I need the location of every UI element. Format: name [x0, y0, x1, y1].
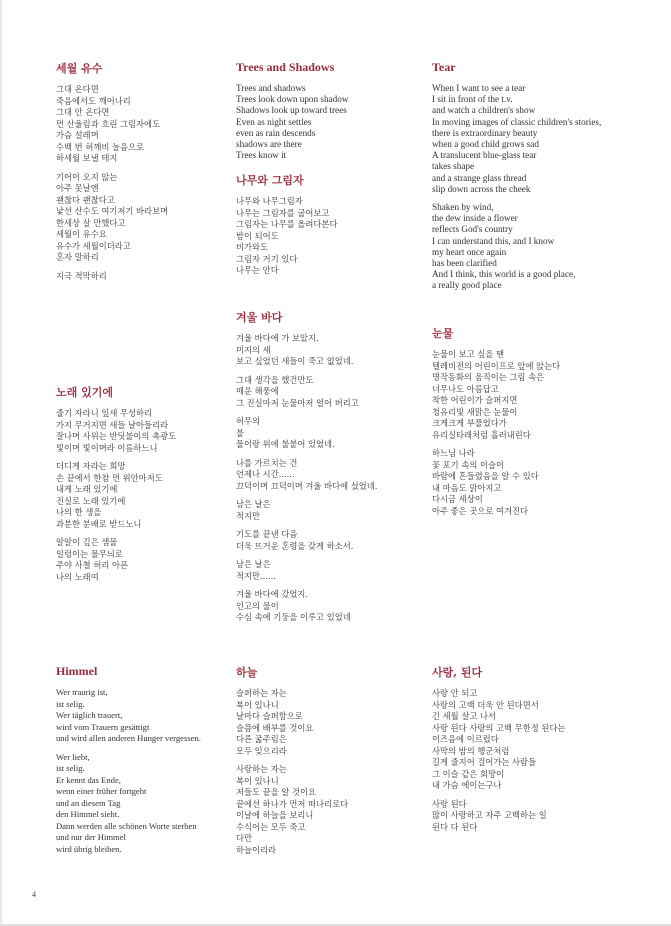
poem-line: 언제나 시간......	[236, 469, 295, 479]
poem-line: 그림자 거기 있다	[236, 253, 298, 264]
poem-line: 복이 있나니	[236, 699, 279, 710]
poem-line: I sit in front of the t.v.	[432, 94, 513, 105]
poem-line: 과분한 분배로 받드노니	[56, 518, 142, 529]
poem-line: 청유리빛 새맑은 눈물이	[432, 406, 518, 417]
stanza	[236, 529, 377, 552]
poem-line: 길게 줄지어 걸어가는 사람들	[432, 757, 537, 767]
poem-line: 겨울 바다에 갔었지.	[236, 589, 309, 599]
poem-line: slip down across the cheek	[432, 183, 531, 194]
poem-line: 사랑 된다	[432, 798, 467, 809]
poem-line: 잘나며 사위는 반딧불이의 촉광도	[56, 431, 177, 441]
poem-line: 낯선 산수도 여기저기 바라보며	[56, 206, 169, 216]
poem-line: 바람에 흔들렸음을 알 수 있다	[432, 471, 539, 481]
poem-title: 세월 유수	[56, 62, 103, 75]
poem-line: 불	[236, 427, 245, 438]
poem-line: 일렁이는 물무늬로	[56, 548, 123, 559]
poem-line: 많이 사랑하고 자주 고백하는 일	[432, 810, 547, 820]
poem-title: Trees and Shadows	[236, 60, 335, 74]
poem-line: 그대 안 온다면	[56, 107, 110, 117]
poem-line: 착한 어린이가 슬퍼지면	[432, 395, 518, 405]
poem-line: 가지 무거지면 새들 날아들리라	[56, 419, 169, 430]
poem-line: 사랑 된다 사랑의 고백 무한정 된다는	[432, 722, 566, 733]
poem-line: takes shape	[432, 161, 475, 172]
poem-line: 다만	[236, 833, 253, 843]
poem-line: 눈물이 보고 싶을 땐	[432, 349, 505, 359]
poem-line: 사막의 밤의 행군처럼	[432, 745, 510, 756]
poem-line: 세월이 유수요	[56, 229, 107, 239]
poem-line: 모두 잊으리라	[236, 745, 287, 756]
poem-line: 나의 한 생을	[56, 507, 102, 517]
poem-line: 지극 적막하리	[56, 270, 107, 281]
poem-line: Wer liebt,	[56, 751, 90, 762]
poem-line: 긴 세월 살고 나서	[432, 711, 497, 721]
poem-line: 나무와 나무그림자	[236, 196, 303, 206]
poem-line: Trees know it	[236, 150, 287, 161]
poem-line: 아주 못날엔	[56, 183, 99, 193]
poem-line: ist selig.	[56, 698, 85, 709]
poem-line: Shaken by wind,	[432, 202, 494, 213]
poem-line: and watch a children's show	[432, 105, 536, 116]
poem-line: 손 끝에서 한참 먼 위안마저도	[56, 472, 163, 483]
poem-line: 그 진실마저 눈물마저 얼어 버리고	[236, 397, 359, 408]
poem-line: even as rain descends	[236, 127, 316, 138]
poem-line: Trees and shadows	[236, 83, 306, 93]
poem-line: 허무의	[236, 416, 261, 426]
poem-line: 그대 생각을 했건만도	[236, 374, 314, 385]
poem-line: 물이랑 위에 불붙어 있었네.	[236, 439, 335, 449]
stanza	[236, 688, 348, 757]
poem	[236, 309, 377, 631]
poem-line: wird übrig bleiben.	[56, 843, 122, 854]
poem-title: 눈물	[432, 327, 454, 340]
stanza	[236, 196, 337, 277]
stanza	[236, 333, 377, 368]
poem-line: 끄덕이며 끄덕이며 겨울 바다에 섰었네.	[236, 480, 378, 491]
poem-line: 복이 있나니	[236, 775, 279, 786]
poem-line: 괜찮다 괜찮다고	[56, 194, 115, 205]
stanza	[236, 764, 348, 856]
poem-line: 끝에선 하나가 먼저 떠나리로다	[236, 798, 349, 809]
poem-line: 보고 싶었던 새들이 죽고 없었네.	[236, 356, 354, 366]
poem	[432, 325, 560, 524]
poem-line: 다시금 세상이	[432, 494, 483, 504]
page-number: 4	[32, 890, 36, 899]
poem-line: 더욱 뜨거운 혼령을 갖게 하소서.	[236, 540, 354, 551]
stanza	[432, 688, 565, 792]
poem-line: 적지만	[236, 510, 261, 521]
stanza	[432, 202, 601, 292]
poem-line: 텔레비전의 어린이프로 앞에 앉는다	[432, 360, 561, 371]
poem-line: 슬픔에 배부를 것이요	[236, 722, 314, 733]
poem-line: 유수가 세월이더라고	[56, 240, 131, 251]
poem-line: 사랑의 고백 더욱 안 된다면서	[432, 699, 539, 710]
poem-line: there is extraordinary beauty	[432, 127, 538, 138]
poem-line: when a good child grows sad	[432, 139, 539, 150]
poem-line: Dann werden alle schönen Worte sterben	[56, 820, 197, 831]
stanza	[236, 458, 377, 493]
poem-line: 그대 온다면	[56, 84, 99, 94]
poem-line: 알알이 깊은 샘물	[56, 537, 118, 547]
poem-line: 사랑 안 되고	[432, 688, 478, 698]
poem-line: 남은 날은	[236, 499, 271, 509]
stanza	[236, 589, 377, 624]
poem-line: 더디게 자라는 희망	[56, 461, 126, 471]
stanza	[432, 349, 560, 441]
stanza	[432, 799, 565, 834]
poem-line: 죽음에서도 깨어나리	[56, 95, 131, 106]
poem-line: 저들도 끝을 알 것이요	[236, 787, 317, 797]
poem-line: 수심 속에 기둥을 이루고 있었네	[236, 612, 351, 622]
poem-line: 나를 가르치는 건	[236, 457, 298, 468]
poem-line: 유리실타래처럼 흘러내린다	[432, 429, 531, 440]
poem-line: In moving images of classic children's stories,	[432, 116, 602, 127]
stanza	[56, 84, 168, 165]
page-edge	[0, 0, 2, 926]
stanza	[56, 537, 176, 583]
poem-line: When I want to see a tear	[432, 83, 526, 93]
poem-line: shadows are there	[236, 139, 302, 150]
poem-line: und an diesem Tag	[56, 797, 121, 808]
poem-line: 기어이 오지 않는	[56, 171, 118, 182]
poem-line: And I think, this world is a good place,	[432, 269, 576, 280]
poem	[56, 384, 176, 590]
stanza	[56, 461, 176, 530]
stanza	[56, 271, 168, 283]
poem-line: 아주 좋은 곳으로 여겨진다	[432, 505, 529, 516]
poem-line: 밤이 되어도	[236, 230, 279, 241]
poem-line: 미지의 새	[236, 344, 271, 355]
poem-line: 꽃 포기 속의 이슬이	[432, 459, 505, 470]
stanza	[56, 687, 201, 745]
poem-title: 하늘	[236, 666, 258, 679]
poem-line: Wer traurig ist,	[56, 687, 108, 697]
poem-title: 나무와 그림자	[236, 174, 304, 187]
poem-line: 나의 노래여	[56, 571, 99, 582]
poem-line: Shadows look up toward trees	[236, 105, 347, 116]
poem	[236, 664, 348, 863]
poem	[56, 664, 201, 862]
poem-line: 크게크게 부풀었다가	[432, 418, 507, 428]
poem-line: 수백 번 허깨비 놀음으로	[56, 141, 145, 152]
poem-line: 하늘이리라	[236, 844, 277, 855]
poem-line: 그림자는 나무를 올려다본다	[236, 219, 338, 229]
poem-line: 사랑하는 자는	[236, 764, 287, 774]
poem-line: wird vom Trauern gesättigt	[56, 721, 150, 732]
poem-line: A translucent blue-glass tear	[432, 150, 537, 161]
poem	[236, 60, 348, 168]
poem-line: 슬퍼하는 자는	[236, 688, 287, 698]
poem-line: 하세월 보낼 테지	[56, 153, 118, 163]
poem-line: 내 마음도 맑아지고	[432, 482, 502, 493]
stanza	[236, 375, 377, 410]
poem-line: 매운 해풍에	[236, 386, 279, 396]
poem-line: and a strange glass thread	[432, 172, 527, 183]
poem-line: 다른 굶주림은	[236, 734, 287, 744]
poem-line: 겨울 바다에 가 보았지.	[236, 333, 319, 343]
poem-line: 남은 날은	[236, 559, 271, 569]
poem-line: 수식어는 모두 죽고	[236, 821, 306, 832]
poem-line: Er kennt das Ende,	[56, 774, 121, 785]
poem-line: 한세상 살 만했다고	[56, 217, 126, 228]
poem-title: 겨울 바다	[236, 311, 283, 324]
poem-line: Trees look down upon shadow	[236, 94, 349, 105]
poem-line: wenn einer früher fortgeht	[56, 786, 147, 796]
poem-line: 빛이며 빛이며라 이름하느니	[56, 442, 158, 453]
poem-line: 줄기 자라니 잎새 무성하리	[56, 408, 153, 418]
poem-title: Tear	[432, 60, 456, 74]
poem-line: 된다 다 된다	[432, 821, 478, 832]
poem-line: my heart once again	[432, 246, 507, 257]
poem-line: 기도를 끝낸 다음	[236, 529, 298, 539]
poem	[432, 60, 601, 299]
poem-line: 인고의 물이	[236, 600, 279, 611]
poem-line: 혼자 말하리	[56, 252, 99, 262]
poem-line: 하느님 나라	[432, 448, 475, 458]
stanza	[56, 172, 168, 264]
poem-line: 나무는 그림자를 굽어보고	[236, 207, 330, 218]
poem	[56, 60, 168, 289]
poem-line: Even as night settles	[236, 116, 312, 127]
poem-line: 적지만......	[236, 570, 276, 581]
stanza	[56, 752, 201, 856]
poem-line: I can understand this, and I know	[432, 235, 555, 246]
poem-line: 그 이슬 같은 회망이	[432, 768, 505, 779]
stanza	[56, 408, 176, 454]
poem-line: 내 가슴 에이는구나	[432, 780, 502, 790]
stanza	[236, 559, 377, 582]
poem-line: Wer täglich trauert,	[56, 710, 123, 720]
poem-line: 나무는 안다	[236, 265, 279, 275]
poem-line: has been clarified	[432, 258, 497, 269]
poem-line: 명작동화의 움직이는 그림 속은	[432, 372, 545, 382]
poem-line: 먼 산울림과 흐린 그림자에도	[56, 118, 161, 129]
poem-title: 노래 있기에	[56, 386, 113, 399]
poem-line: ist selig.	[56, 763, 85, 773]
poem-line: 가슴 설레며	[56, 130, 99, 140]
poem-line: und wird allen anderen Hunger vergessen.	[56, 733, 201, 743]
poem-line: 주야 사철 허리 아픈	[56, 560, 129, 570]
poem-line: und nur der Himmel	[56, 832, 126, 842]
poem-line: reflects God's country	[432, 224, 513, 235]
poem-line: 날마다 슬퍼함으로	[236, 711, 303, 721]
poem-title: 사랑, 된다	[432, 666, 483, 679]
stanza	[432, 448, 560, 517]
poem-line: 진실로 노래 있기에	[56, 495, 126, 506]
poem	[236, 172, 337, 284]
poem-line: 비가와도	[236, 242, 269, 252]
poem-line: 내게 노래 있기에	[56, 484, 118, 494]
poem-line: a really good place	[432, 280, 502, 291]
poem-line: 이즈음에 이르렀다	[432, 734, 499, 744]
stanza	[236, 83, 348, 161]
poem-line: the dew inside a flower	[432, 213, 518, 224]
poem-line: 너무나도 아름답고	[432, 383, 499, 394]
poem-title: Himmel	[56, 664, 98, 678]
poem	[432, 664, 565, 840]
poem-line: 이날에 하늘을 보리니	[236, 810, 314, 820]
stanza	[432, 83, 601, 195]
stanza	[236, 416, 377, 451]
stanza	[236, 499, 377, 522]
poem-line: den Himmel sieht.	[56, 809, 120, 819]
